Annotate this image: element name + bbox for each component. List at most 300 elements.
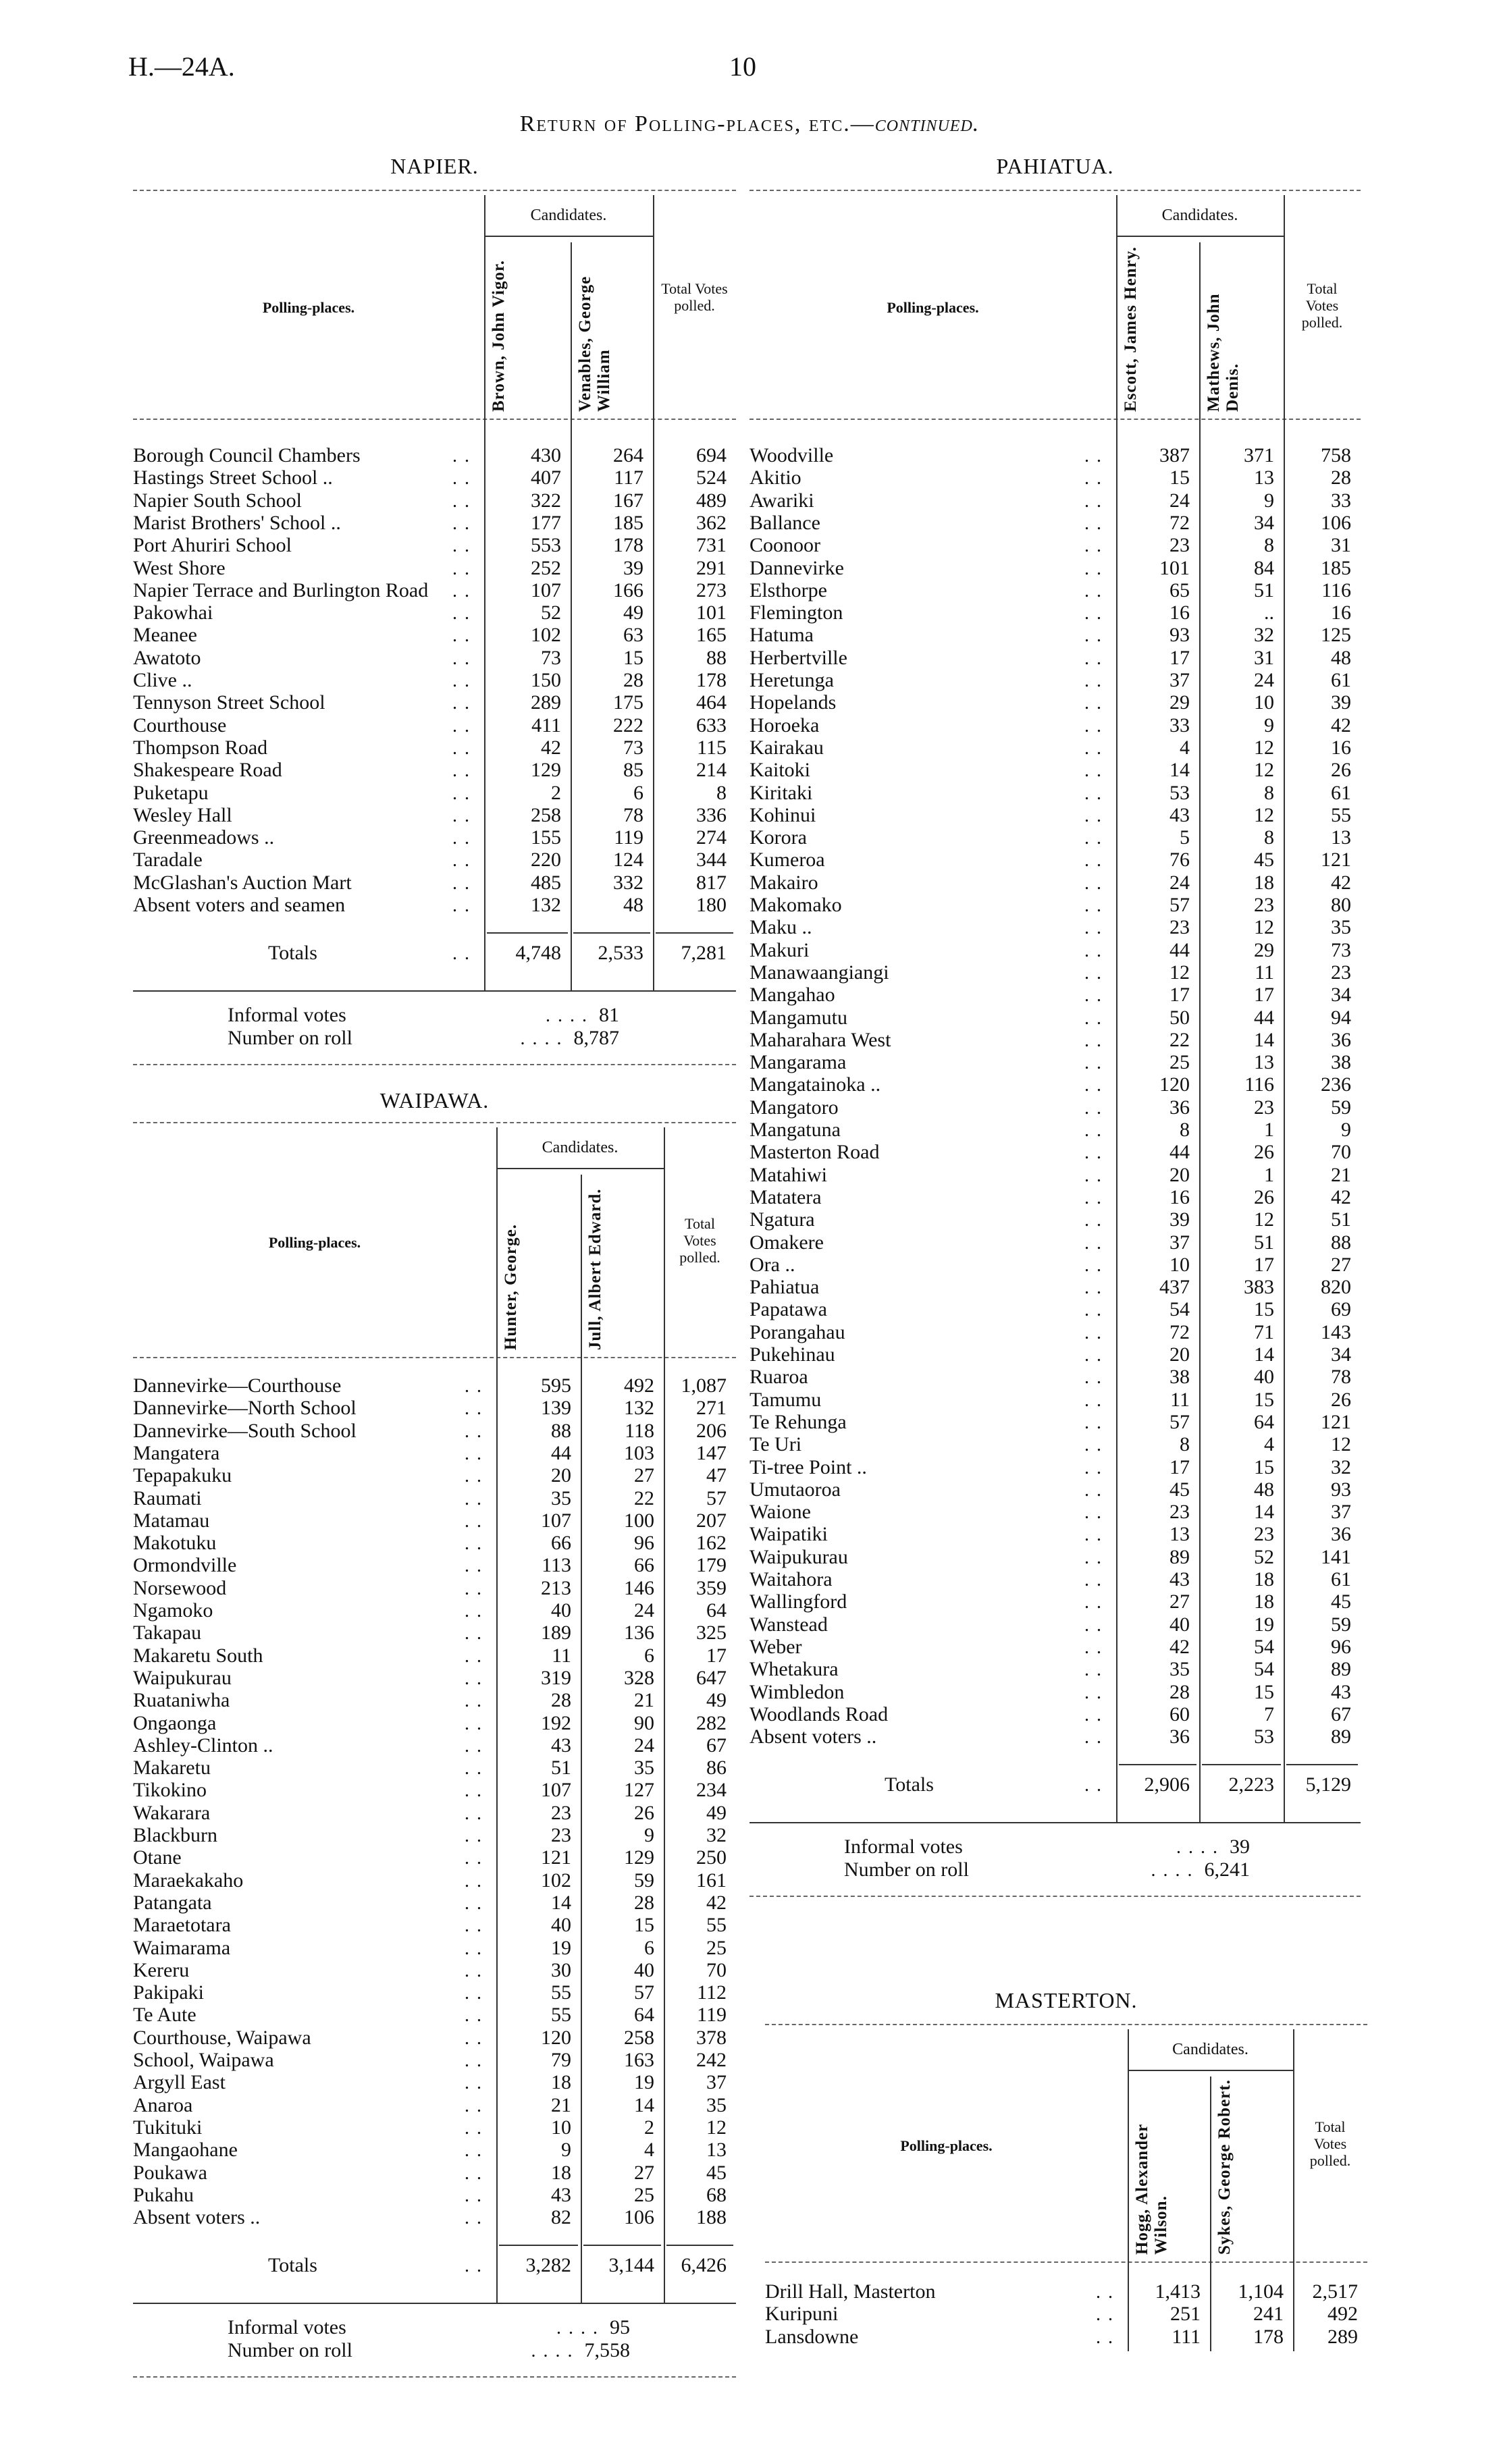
table-row: [750, 1208, 1361, 1231]
polling-place-name: Makotuku: [133, 1532, 217, 1555]
totals-row: [133, 942, 736, 964]
candidate-votes: 24: [1169, 489, 1190, 512]
name-cell: [133, 1577, 496, 1600]
candidate-votes: 22: [634, 1487, 654, 1509]
table-row: [133, 872, 736, 894]
name-cell: [133, 1509, 496, 1532]
total-votes: 67: [706, 1734, 727, 1757]
leader-dots: . .: [1084, 1659, 1103, 1681]
candidate-votes: 51: [1254, 1231, 1274, 1254]
leader-dots: . .: [465, 1601, 483, 1622]
leader-dots: . .: [465, 1443, 483, 1464]
table-row: [750, 1276, 1361, 1298]
polling-place-name: Shakespeare Road: [133, 759, 282, 782]
totals-rule: [666, 2245, 733, 2246]
total-votes: 12: [706, 2116, 727, 2139]
candidate-votes: 18: [1254, 1590, 1274, 1613]
total-votes: 236: [1321, 1073, 1351, 1096]
polling-place-name: Meanee: [133, 624, 197, 647]
total-votes: 13: [1331, 826, 1351, 849]
table-row: [750, 1546, 1361, 1568]
table-row: [133, 691, 736, 714]
candidate-votes: 107: [541, 1509, 571, 1532]
total-votes: 35: [1331, 916, 1351, 939]
candidate-votes: 132: [531, 894, 561, 916]
polling-place-name: Anaroa: [133, 2093, 193, 2116]
leader-dots: . . . .: [1151, 1859, 1194, 1881]
total-votes: 336: [696, 803, 727, 826]
polling-place-name: Maku ..: [750, 916, 812, 939]
name-cell: [133, 1374, 496, 1397]
name-cell: [750, 1703, 1116, 1726]
candidate-name: Brown, John Vigor.: [490, 259, 508, 412]
candidate-votes: 33: [1169, 714, 1190, 736]
polling-place-name: Absent voters ..: [750, 1725, 877, 1748]
candidate-votes: 121: [541, 1846, 571, 1869]
candidate-votes: 89: [1169, 1545, 1190, 1568]
name-cell: [750, 647, 1116, 670]
candidate-votes: 139: [541, 1397, 571, 1420]
candidate-votes: 16: [1169, 1185, 1190, 1208]
table-top-rule: [750, 190, 1361, 191]
total-votes: 31: [1331, 534, 1351, 557]
candidate-name: Sykes, George Robert.: [1215, 2079, 1234, 2255]
candidate-votes: 96: [634, 1532, 654, 1555]
candidate-votes: 20: [1169, 1163, 1190, 1186]
total-votes: 291: [696, 556, 727, 579]
name-cell: [133, 804, 484, 827]
candidate-votes: 52: [541, 601, 561, 624]
name-cell: [133, 1892, 496, 1914]
candidate-votes: 85: [623, 759, 643, 782]
name-cell: [133, 2004, 496, 2027]
total-votes: 78: [1331, 1366, 1351, 1389]
candidate-votes: 44: [1254, 1006, 1274, 1029]
total-votes: 42: [1331, 871, 1351, 894]
candidates-rule: [1128, 2070, 1293, 2071]
polling-place-name: Wimbledon: [750, 1680, 845, 1703]
table-row: [750, 1343, 1361, 1366]
leader-dots: . .: [452, 670, 471, 691]
candidate-votes: 40: [551, 1914, 571, 1937]
candidate-votes: 119: [614, 826, 643, 849]
leader-dots: . .: [465, 1915, 483, 1937]
candidate-votes: 118: [625, 1419, 654, 1442]
total-votes: 32: [706, 1824, 727, 1846]
polling-place-name: Pakipaki: [133, 1981, 204, 2004]
polling-place-name: Korora: [750, 826, 807, 849]
candidate-votes: 29: [1169, 691, 1190, 714]
table-row: [750, 601, 1361, 624]
polling-place-name: Poukawa: [133, 2161, 207, 2184]
name-cell: [133, 466, 484, 489]
candidate-votes: 6: [633, 781, 643, 804]
name-cell: [133, 1914, 496, 1937]
polling-place-name: McGlashan's Auction Mart: [133, 871, 352, 894]
total-votes: 32: [1331, 1455, 1351, 1478]
total-votes: 758: [1321, 444, 1351, 466]
leader-dots: . .: [465, 2162, 483, 2184]
totals-value: 6,426: [681, 2254, 727, 2277]
informal-votes-label: Informal votes: [844, 1836, 963, 1858]
table-row: [750, 1073, 1361, 1096]
candidate-votes: 332: [613, 871, 643, 894]
table-row: [750, 736, 1361, 759]
candidate-votes: 13: [1254, 466, 1274, 489]
name-cell: [750, 1613, 1116, 1636]
leader-dots: . .: [452, 535, 471, 557]
table-row: [750, 759, 1361, 781]
informal-votes-value: 95: [610, 2316, 630, 2339]
candidate-votes: 84: [1254, 556, 1274, 579]
candidate-votes: 113: [542, 1554, 571, 1577]
candidate-votes: 492: [624, 1374, 654, 1397]
polling-place-name: School, Waipawa: [133, 2049, 274, 2071]
candidate-votes: 8: [1180, 1119, 1190, 1141]
table-row: [750, 1703, 1361, 1725]
name-cell: [750, 1231, 1116, 1254]
leader-dots: . .: [1084, 1142, 1103, 1164]
total-votes: 51: [1331, 1208, 1351, 1231]
leader-dots: . .: [452, 760, 471, 782]
name-cell: [133, 1532, 496, 1555]
polling-place-name: Patangata: [133, 1891, 212, 1914]
total-votes: 80: [1331, 894, 1351, 916]
name-cell: [750, 1546, 1116, 1569]
table-row: [133, 2027, 736, 2049]
candidate-votes: 15: [1169, 466, 1190, 489]
candidate-votes: 15: [623, 646, 643, 669]
candidate-votes: 17: [1254, 1253, 1274, 1276]
table-row: [133, 1667, 736, 1689]
name-cell: [133, 759, 484, 782]
polling-place-name: Pukahu: [133, 2183, 194, 2206]
polling-place-name: Herbertville: [750, 646, 847, 669]
name-cell: [750, 872, 1116, 894]
table-row: [133, 1734, 736, 1757]
name-cell: [133, 2049, 496, 2072]
total-votes: 524: [696, 466, 727, 489]
name-cell: [133, 1712, 496, 1735]
total-votes: 88: [706, 646, 727, 669]
informal-votes-label: Informal votes: [228, 2316, 346, 2339]
candidate-votes: 17: [1169, 646, 1190, 669]
total-votes: 206: [696, 1419, 727, 1442]
polling-place-name: Dannevirke—North School: [133, 1397, 357, 1420]
candidate-votes: 12: [1254, 803, 1274, 826]
leader-dots: . .: [1084, 1727, 1103, 1748]
candidate-votes: 39: [1169, 1208, 1190, 1231]
polling-place-name: Mangarama: [750, 1051, 847, 1074]
candidate-votes: 4: [1180, 736, 1190, 759]
polling-place-name: Kohinui: [750, 803, 816, 826]
leader-dots: . .: [465, 2005, 483, 2027]
table-row: [133, 1420, 736, 1442]
polling-place-name: Taradale: [133, 849, 203, 872]
leader-dots: . .: [1084, 670, 1103, 691]
leader-dots: . .: [1084, 1164, 1103, 1186]
polling-place-name: Absent voters and seamen: [133, 894, 346, 916]
total-votes: 34: [1331, 1343, 1351, 1366]
leader-dots: . .: [465, 2027, 483, 2049]
total-votes: 694: [696, 444, 727, 466]
table-row: [133, 2162, 736, 2184]
name-cell: [750, 466, 1116, 489]
table-row: [750, 939, 1361, 961]
name-cell: [133, 624, 484, 647]
candidate-votes: 35: [634, 1757, 654, 1779]
candidate-votes: 15: [1254, 1680, 1274, 1703]
total-votes: 633: [696, 714, 727, 736]
total-votes: 93: [1331, 1478, 1351, 1501]
leader-dots: . .: [465, 1892, 483, 1914]
leader-dots: . .: [465, 1735, 483, 1757]
totals-rule: [1119, 1764, 1196, 1765]
polling-places-header: Polling-places.: [887, 298, 979, 316]
header-bottom-rule: [133, 419, 736, 420]
totals-rule: [573, 932, 650, 934]
leader-dots: . .: [1084, 1029, 1103, 1051]
candidate-votes: 39: [623, 556, 643, 579]
candidate-votes: 54: [1169, 1298, 1190, 1321]
leader-dots: . .: [1084, 850, 1103, 872]
polling-place-name: Awatoto: [133, 646, 201, 669]
total-votes: 162: [696, 1532, 727, 1555]
candidate-votes: 38: [1169, 1366, 1190, 1389]
candidate-votes: 10: [1254, 691, 1274, 714]
total-votes: 362: [696, 511, 727, 534]
polling-place-name: Porangahau: [750, 1320, 845, 1343]
candidate-votes: 43: [551, 2183, 571, 2206]
polling-place-name: Kiritaki: [750, 781, 813, 804]
leader-dots: . .: [465, 2050, 483, 2071]
candidate-votes: 13: [1254, 1051, 1274, 1074]
leader-dots: . .: [1084, 715, 1103, 736]
candidate-votes: 23: [551, 1824, 571, 1846]
candidate-votes: 258: [624, 2026, 654, 2049]
candidate-votes: 27: [634, 2161, 654, 2184]
name-cell: [750, 1523, 1116, 1546]
polling-place-name: Argyll East: [133, 2071, 226, 2094]
name-cell: [750, 736, 1116, 759]
leader-dots: . .: [1084, 1682, 1103, 1703]
candidate-votes: 1,413: [1155, 2280, 1201, 2303]
section-end-rule: [133, 2376, 736, 2378]
candidate-votes: 132: [624, 1397, 654, 1420]
name-cell: [133, 1442, 496, 1465]
polling-place-name: Mangatuna: [750, 1119, 841, 1141]
table-row: [133, 647, 736, 669]
table-row: [750, 984, 1361, 1006]
table-row: [750, 1007, 1361, 1029]
number-on-roll-label: Number on roll: [844, 1858, 969, 1881]
polling-place-name: Tukituki: [133, 2116, 203, 2139]
polling-place-name: Thompson Road: [133, 736, 268, 759]
table-row: [750, 1501, 1361, 1523]
candidate-votes: 437: [1159, 1276, 1190, 1299]
table-row: [750, 1590, 1361, 1613]
total-votes: 38: [1331, 1051, 1351, 1074]
leader-dots: . .: [1084, 760, 1103, 782]
total-votes: 67: [1331, 1703, 1351, 1725]
leader-dots: . .: [1084, 737, 1103, 759]
leader-dots: . .: [465, 1420, 483, 1442]
candidate-votes: 88: [551, 1419, 571, 1442]
candidate-votes: 32: [1254, 624, 1274, 647]
totals-value: 4,748: [515, 942, 561, 965]
name-cell: [750, 826, 1116, 849]
name-cell: [133, 1757, 496, 1779]
leader-dots: . .: [1084, 647, 1103, 669]
candidate-votes: 18: [1254, 1568, 1274, 1590]
leader-dots: . .: [452, 446, 471, 466]
totals-row: [133, 2254, 736, 2276]
candidate-votes: 100: [624, 1509, 654, 1532]
totals-rule: [1286, 1764, 1358, 1765]
candidate-votes: 24: [1254, 669, 1274, 691]
name-cell: [765, 2303, 1128, 2326]
table-row: [750, 1164, 1361, 1186]
leader-dots: . .: [452, 872, 471, 894]
leader-dots: . .: [1084, 1479, 1103, 1501]
leader-dots: . .: [452, 805, 471, 826]
candidate-votes: 20: [1169, 1343, 1190, 1366]
candidates-rule: [1116, 236, 1284, 237]
polling-places-header: Polling-places.: [268, 1234, 361, 1251]
name-cell: [750, 1164, 1116, 1187]
polling-place-name: Elsthorpe: [750, 579, 827, 601]
total-votes: 2,517: [1312, 2280, 1358, 2303]
leader-dots: . .: [465, 1376, 483, 1397]
total-votes: 61: [1331, 669, 1351, 691]
total-votes: 96: [1331, 1635, 1351, 1658]
totals-rule: [1202, 1764, 1281, 1765]
candidate-votes: 36: [1169, 1725, 1190, 1748]
candidate-votes: 177: [531, 511, 561, 534]
polling-place-name: Absent voters ..: [133, 2206, 261, 2229]
candidate-votes: 178: [613, 534, 643, 557]
candidate-votes: 167: [613, 489, 643, 512]
totals-row: [750, 1773, 1361, 1796]
leader-dots: . .: [1084, 1389, 1103, 1411]
candidate-votes: 9: [644, 1824, 654, 1846]
name-cell: [750, 1208, 1116, 1231]
name-cell: [750, 804, 1116, 827]
name-cell: [133, 557, 484, 580]
leader-dots: . .: [1084, 580, 1103, 601]
leader-dots: . .: [465, 2072, 483, 2094]
total-votes: 61: [1331, 781, 1351, 804]
name-cell: [133, 601, 484, 624]
table-row: [133, 1532, 736, 1554]
polling-place-name: Courthouse, Waipawa: [133, 2026, 311, 2049]
total-votes: 147: [696, 1441, 727, 1464]
polling-place-name: Mangatainoka ..: [750, 1073, 881, 1096]
total-votes-header: Total Votes polled.: [1301, 279, 1343, 331]
total-votes: 89: [1331, 1658, 1351, 1681]
polling-place-name: Wanstead: [750, 1613, 828, 1636]
candidate-votes: 15: [634, 1914, 654, 1937]
name-cell: [133, 1802, 496, 1825]
total-votes: 68: [706, 2183, 727, 2206]
total-votes: 61: [1331, 1568, 1351, 1590]
total-votes: 13: [706, 2139, 727, 2162]
candidate-votes: 23: [1169, 1501, 1190, 1524]
total-votes: 42: [706, 1891, 727, 1914]
candidate-votes: 1,104: [1238, 2280, 1284, 2303]
candidate-votes: 175: [613, 691, 643, 714]
table-row: [133, 1577, 736, 1599]
polling-place-name: Hopelands: [750, 691, 837, 714]
table-row: [750, 1186, 1361, 1208]
table-row: [133, 894, 736, 916]
candidate-votes: 27: [634, 1464, 654, 1487]
polling-place-name: Dannevirke—South School: [133, 1419, 357, 1442]
candidate-votes: 82: [551, 2206, 571, 2229]
candidate-votes: 36: [1169, 1096, 1190, 1119]
candidate-votes: 24: [1169, 871, 1190, 894]
total-votes: 464: [696, 691, 727, 714]
candidate-votes: 26: [1254, 1141, 1274, 1164]
candidate-votes: 23: [1169, 534, 1190, 557]
name-cell: [750, 1051, 1116, 1074]
candidate-votes: 30: [551, 1958, 571, 1981]
candidate-votes: 72: [1169, 511, 1190, 534]
candidate-votes: 220: [531, 849, 561, 872]
totals-value: 3,282: [525, 2254, 571, 2277]
table-row: [750, 489, 1361, 512]
candidate-votes: 49: [623, 601, 643, 624]
polling-place-name: Makomako: [750, 894, 842, 916]
name-cell: [750, 1433, 1116, 1456]
candidate-votes: 319: [541, 1666, 571, 1689]
candidate-votes: 9: [561, 2139, 571, 2162]
candidate-votes: 553: [531, 534, 561, 557]
candidate-votes: 192: [541, 1711, 571, 1734]
polling-place-name: Napier South School: [133, 489, 302, 512]
name-cell: [750, 1096, 1116, 1119]
table-bottom-rule: [750, 1822, 1361, 1823]
total-votes: 282: [696, 1711, 727, 1734]
polling-place-name: Makaretu South: [133, 1644, 263, 1667]
total-votes: 165: [696, 624, 727, 647]
totals-label: Totals: [268, 2254, 317, 2277]
total-votes: 45: [1331, 1590, 1351, 1613]
total-votes: 188: [696, 2206, 727, 2229]
total-votes: 64: [706, 1599, 727, 1622]
total-votes: 101: [696, 601, 727, 624]
candidate-votes: 411: [531, 714, 561, 736]
candidate-votes: 26: [634, 1801, 654, 1824]
total-votes-header: Total Votes polled.: [661, 279, 728, 314]
name-cell: [133, 1464, 496, 1487]
polling-place-name: Hastings Street School ..: [133, 466, 333, 489]
leader-dots: . .: [1084, 782, 1103, 804]
table-row: [133, 466, 736, 489]
total-votes: 27: [1331, 1253, 1351, 1276]
leader-dots: . .: [452, 558, 471, 579]
leader-dots: . .: [1084, 1367, 1103, 1389]
table-row: [750, 1298, 1361, 1320]
total-votes: 36: [1331, 1028, 1351, 1051]
name-cell: [133, 691, 484, 714]
candidate-votes: 129: [531, 759, 561, 782]
total-votes: 121: [1321, 1410, 1351, 1433]
name-cell: [750, 1389, 1116, 1412]
polling-place-name: Mangatera: [133, 1441, 220, 1464]
table-row: [750, 894, 1361, 916]
totals-value: 2,533: [598, 942, 643, 965]
